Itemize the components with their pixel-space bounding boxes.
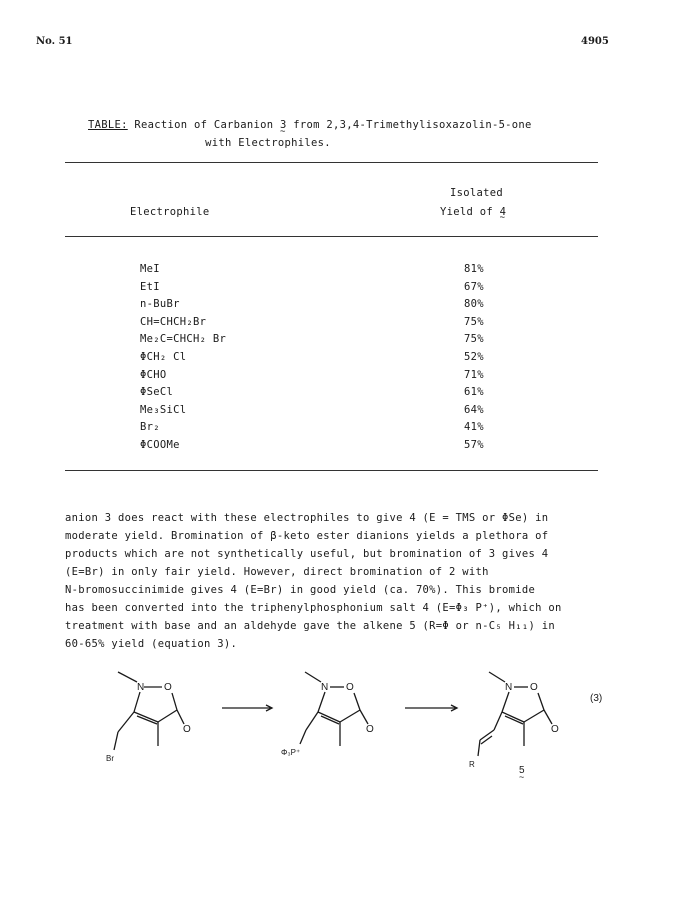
yield-cell: 52% xyxy=(464,351,484,363)
table-row xyxy=(0,421,679,438)
electrophile-cell: ΦCHO xyxy=(140,368,167,381)
molecule-alkene xyxy=(478,672,552,756)
molecule-phosphonium xyxy=(300,672,368,746)
yield-cell: 61% xyxy=(464,386,484,399)
page-journal-number: No. 51 xyxy=(36,36,73,47)
table-row xyxy=(0,439,679,456)
caption-line2: with Electrophiles. xyxy=(205,137,331,149)
yield-cell: 41% xyxy=(464,421,484,434)
yield-cell: 64% xyxy=(464,403,484,416)
yield-cell: 75% xyxy=(464,333,484,346)
atom-n: N xyxy=(505,682,513,693)
yield-cell: 71% xyxy=(464,368,484,381)
paragraph-line: N-bromosuccinimide gives 4 (E=Br) in good yield (ca. 70%). This bromide xyxy=(65,584,536,596)
electrophile-cell: ΦCH₂ Cl xyxy=(140,351,187,363)
table-row xyxy=(0,298,679,315)
paragraph-line: anion 3 does react with these electrophiles to give 4 (E = TMS or ΦSe) in xyxy=(65,512,549,524)
table-caption xyxy=(88,116,588,152)
paragraph-line: 60-65% yield (equation 3). xyxy=(65,638,238,650)
yield-cell: 80% xyxy=(464,298,484,311)
atom-n: N xyxy=(321,682,329,693)
yield-cell: 57% xyxy=(464,439,484,451)
substituent-phosphonium: Φ₃P⁺ xyxy=(281,748,301,757)
table-row xyxy=(0,386,679,403)
electrophile-cell: Me₃SiCl xyxy=(140,403,187,416)
table-row xyxy=(0,351,679,368)
electrophile-cell: n-BuBr xyxy=(140,298,180,311)
table-bottom-rule xyxy=(65,470,598,471)
col-header-isolated: Isolated xyxy=(450,187,503,199)
col-header-yield-text: Yield of xyxy=(440,206,493,218)
col-header-compound-ref: 4 ~ xyxy=(500,206,507,218)
atom-o-carbonyl: O xyxy=(183,724,191,735)
atom-o-carbonyl: O xyxy=(366,724,374,735)
atom-o-ring: O xyxy=(164,682,172,693)
atom-o-ring: O xyxy=(530,682,538,693)
col-header-electrophile: Electrophile xyxy=(130,206,210,218)
caption-text-b: from 2,3,4-Trimethylisoxazolin-5-one xyxy=(293,119,532,131)
atom-o-ring: O xyxy=(346,682,354,693)
atom-n: N xyxy=(137,682,145,693)
paragraph-line: moderate yield. Bromination of β-keto ester dianions yields a plethora of xyxy=(65,530,549,542)
electrophile-cell: ΦSeCl xyxy=(140,386,174,399)
electrophile-cell: EtI xyxy=(140,280,160,293)
table-row xyxy=(0,333,679,350)
table-row xyxy=(0,369,679,386)
table-header-rule xyxy=(65,236,598,237)
caption-compound-ref: 3 ~ xyxy=(280,116,287,134)
equation-number: (3) xyxy=(590,693,603,704)
table-row xyxy=(0,404,679,421)
yield-cell: 75% xyxy=(464,315,484,328)
paragraph-line: treatment with base and an aldehyde gave the alkene 5 (R=Φ or n-C₅ H₁₁) in xyxy=(65,620,555,632)
compound-label-5: 5 ~ xyxy=(519,765,525,776)
paragraph-line: products which are not synthetically useful, but bromination of 3 gives 4 xyxy=(65,548,549,560)
table-row xyxy=(0,263,679,280)
caption-text-a: Reaction of Carbanion xyxy=(134,119,274,131)
electrophile-cell: Me₂C=CHCH₂ Br xyxy=(140,333,227,346)
electrophile-cell: CH=CHCH₂Br xyxy=(140,315,207,328)
substituent-r: R xyxy=(469,760,475,769)
page-number: 4905 xyxy=(581,36,609,47)
yield-cell: 81% xyxy=(464,263,484,275)
table-row xyxy=(0,281,679,298)
electrophile-cell: MeI xyxy=(140,263,160,275)
table-top-rule xyxy=(65,162,598,163)
paragraph-line: (E=Br) in only fair yield. However, direct bromination of 2 with xyxy=(65,566,489,578)
body-paragraph xyxy=(65,509,610,653)
substituent-br: Br xyxy=(106,754,114,763)
caption-label: TABLE: xyxy=(88,119,128,131)
atom-o-carbonyl: O xyxy=(551,724,559,735)
yield-cell: 67% xyxy=(464,280,484,293)
molecule-bromomethyl xyxy=(114,672,184,750)
table-row xyxy=(0,316,679,333)
reaction-scheme xyxy=(0,660,679,790)
col-header-yield xyxy=(440,206,506,218)
paragraph-line: has been converted into the triphenylphosphonium salt 4 (E=Φ₃ P⁺), which on xyxy=(65,602,562,614)
electrophile-cell: Br₂ xyxy=(140,421,160,434)
electrophile-cell: ΦCOOMe xyxy=(140,439,180,451)
